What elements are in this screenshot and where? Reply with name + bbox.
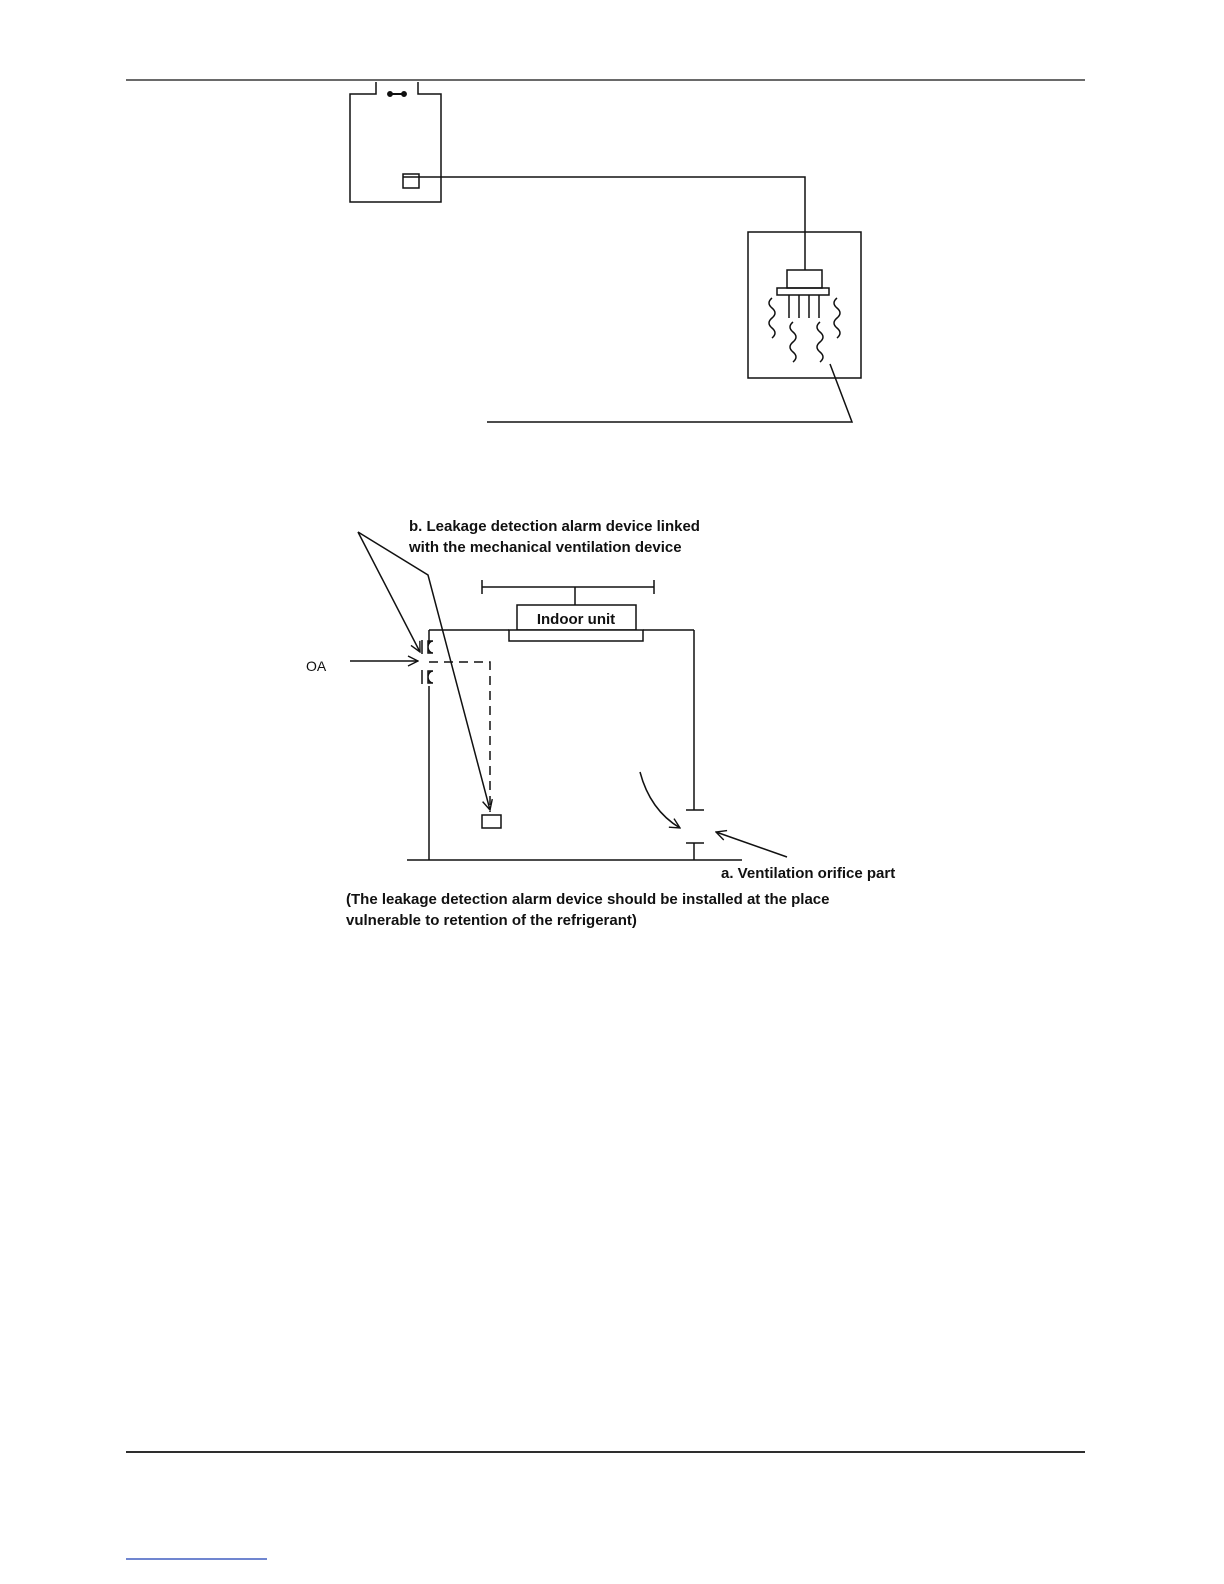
leakage-alarm-label-line2: with the mechanical ventilation device [409,539,682,556]
ventilation-orifice-label: a. Ventilation orifice part [721,865,896,882]
signal-cable [419,177,805,270]
airflow-curve-arrow [640,772,680,828]
ventilation-duct [429,662,490,812]
gas-wave-icon [769,298,775,338]
leakage-alarm-label-line1: b. Leakage detection alarm device linked [409,518,700,535]
gas-wave-icon [834,298,840,338]
ventilation-orifice [686,810,704,860]
leak-alarm-device [482,815,501,828]
sensor-leader-line [487,364,852,422]
alarm-leader-arrows [358,532,490,810]
room-outline [407,630,742,860]
indoor-unit-label: Indoor unit [536,611,616,628]
control-box [350,82,441,202]
orifice-pointer-arrow [716,832,787,857]
ceiling-dimension [482,580,654,605]
indoor-unit [509,605,643,641]
outdoor-air-label: OA [306,658,327,674]
terminal-block [403,174,419,188]
installation-note-line1: (The leakage detection alarm device should be installed at the place [346,891,830,908]
gas-wave-icon [817,322,823,362]
installation-note-line2: vulnerable to retention of the refrigerant) [346,912,637,929]
gas-wave-icon [790,322,796,362]
